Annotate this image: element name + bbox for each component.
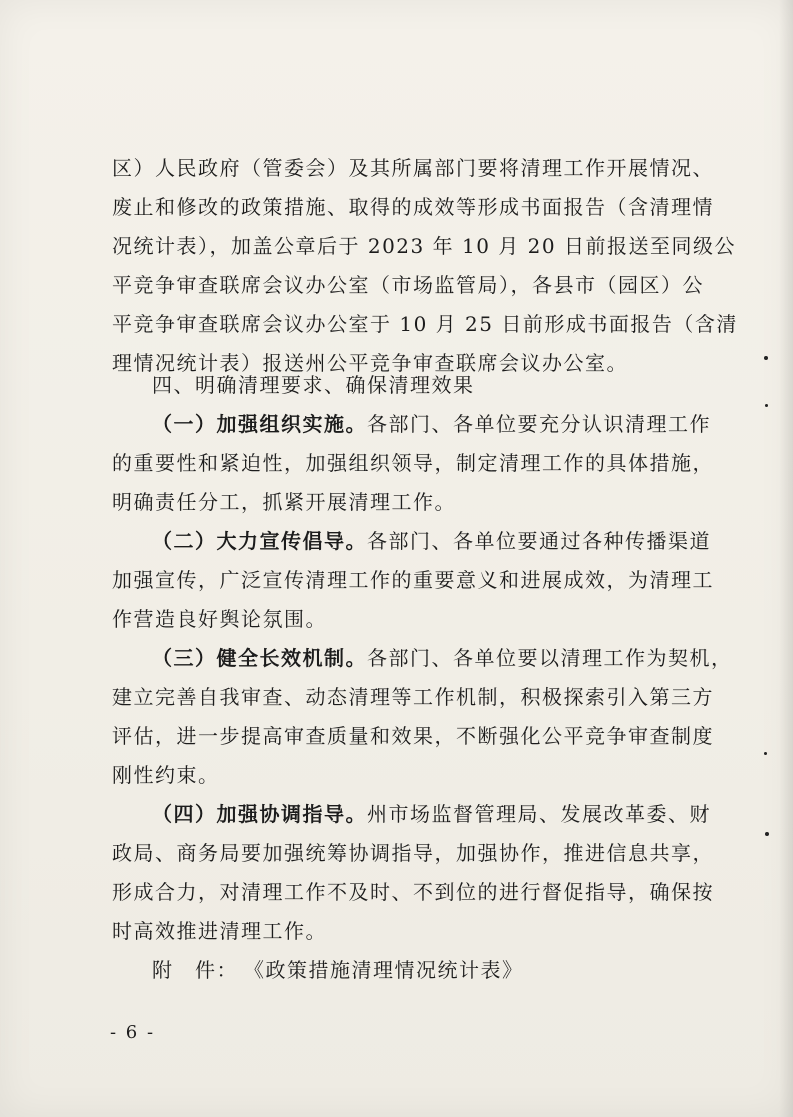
attachment-title: 《政策措施清理情况统计表》 bbox=[254, 958, 524, 982]
item-2-line-3: 作营造良好舆论氛围。 bbox=[112, 607, 327, 631]
scan-speck bbox=[765, 404, 768, 407]
item-2-first-line bbox=[152, 529, 711, 553]
item-2-text: 各部门、各单位要通过各种传播渠道 bbox=[367, 529, 711, 553]
item-3-line-4: 刚性约束。 bbox=[112, 763, 220, 787]
intro-line-5: 平竞争审查联席会议办公室于 10 月 25 日前形成书面报告（含清 bbox=[112, 312, 738, 336]
item-4-line-3: 形成合力，对清理工作不及时、不到位的进行督促指导，确保按 bbox=[112, 880, 714, 904]
item-1-line-2: 的重要性和紧迫性，加强组织领导，制定清理工作的具体措施， bbox=[112, 451, 714, 475]
intro-line-3: 况统计表），加盖公章后于 2023 年 10 月 20 日前报送至同级公 bbox=[112, 234, 736, 258]
intro-line-2: 废止和修改的政策措施、取得的成效等形成书面报告（含清理情 bbox=[112, 195, 714, 219]
item-3-text: 各部门、各单位要以清理工作为契机， bbox=[367, 646, 733, 670]
scan-speck bbox=[765, 832, 769, 836]
item-4-line-4: 时高效推进清理工作。 bbox=[112, 919, 327, 943]
item-3-line-3: 评估，进一步提高审查质量和效果，不断强化公平竞争审查制度 bbox=[112, 724, 714, 748]
attachment-label: 附 件： bbox=[152, 958, 238, 982]
scan-speck bbox=[764, 356, 768, 360]
item-4-line-2: 政局、商务局要加强统筹协调指导，加强协作，推进信息共享， bbox=[112, 841, 714, 865]
item-1-title: （一）加强组织实施。 bbox=[152, 412, 367, 436]
scan-edge-shadow bbox=[779, 0, 793, 1117]
item-4-text: 州市场监督管理局、发展改革委、财 bbox=[367, 802, 711, 826]
intro-line-4: 平竞争审查联席会议办公室（市场监管局），各县市（园区）公 bbox=[112, 273, 704, 297]
attachment-line bbox=[152, 958, 524, 982]
item-4-first-line bbox=[152, 802, 711, 826]
item-1-first-line bbox=[152, 412, 711, 436]
item-2-title: （二）大力宣传倡导。 bbox=[152, 529, 367, 553]
item-3-line-2: 建立完善自我审查、动态清理等工作机制，积极探索引入第三方 bbox=[112, 685, 714, 709]
item-3-first-line bbox=[152, 646, 733, 670]
intro-line-6: 理情况统计表）报送州公平竞争审查联席会议办公室。 bbox=[112, 351, 628, 375]
item-3-title: （三）健全长效机制。 bbox=[152, 646, 367, 670]
item-1-line-3: 明确责任分工，抓紧开展清理工作。 bbox=[112, 490, 456, 514]
item-2-line-2: 加强宣传，广泛宣传清理工作的重要意义和进展成效，为清理工 bbox=[112, 568, 714, 592]
section-heading: 四、明确清理要求、确保清理效果 bbox=[152, 373, 475, 397]
page-number: - 6 - bbox=[110, 1022, 156, 1043]
scan-speck bbox=[764, 752, 767, 755]
item-1-text: 各部门、各单位要充分认识清理工作 bbox=[367, 412, 711, 436]
item-4-title: （四）加强协调指导。 bbox=[152, 802, 367, 826]
intro-line-1: 区）人民政府（管委会）及其所属部门要将清理工作开展情况、 bbox=[112, 156, 714, 180]
